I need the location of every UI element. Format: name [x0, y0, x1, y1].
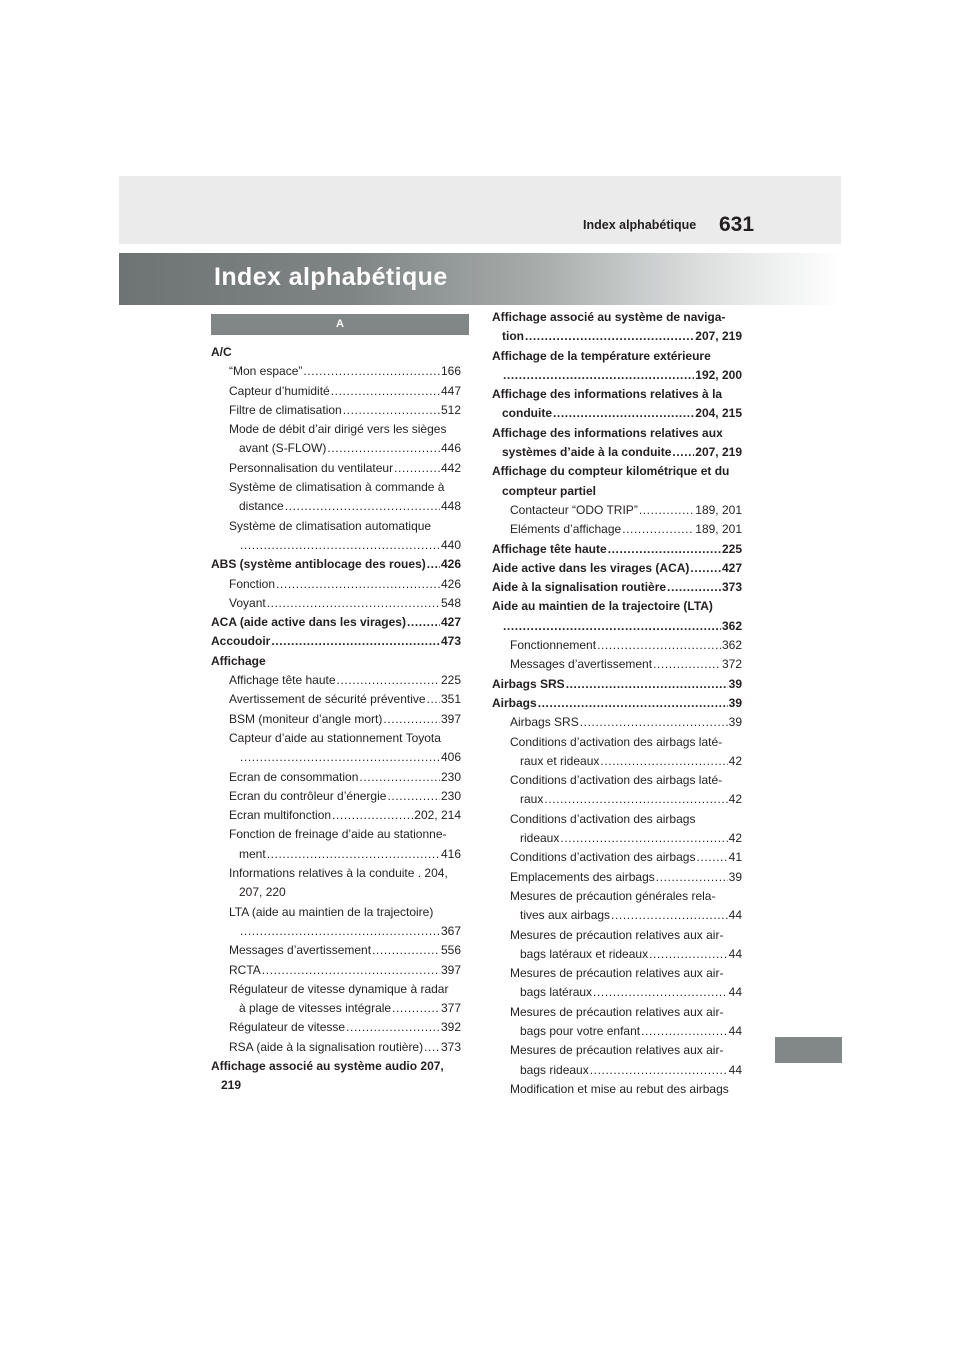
index-entry-page: 397: [440, 711, 461, 726]
index-entry-label: Messages d’avertissement: [229, 943, 372, 958]
index-entry: [211, 961, 461, 980]
index-text-line: Mode de débit d’air dirigé vers les sièges: [229, 422, 447, 437]
dot-leader: [407, 613, 440, 632]
index-entry-label: Ecran du contrôleur d’énergie: [229, 788, 387, 803]
index-entry: [492, 983, 742, 1002]
index-text-line: Mesures de précaution relatives aux air-: [510, 966, 724, 981]
index-entry: [492, 829, 742, 848]
index-text-line: Régulateur de vitesse dynamique à radar: [229, 981, 449, 996]
dot-leader: [424, 1038, 440, 1057]
dot-leader: [332, 806, 413, 825]
dot-leader: [538, 694, 728, 713]
dot-leader: [672, 443, 694, 462]
index-entry-page: 373: [440, 1039, 461, 1054]
index-entry-label: ABS (système antiblocage des roues): [211, 557, 426, 572]
dot-leader: [566, 675, 728, 694]
index-entry: [211, 536, 461, 555]
index-column-left: [211, 343, 461, 1096]
dot-leader: [580, 713, 728, 732]
index-entry-page: 351: [440, 692, 461, 707]
dot-leader: [327, 439, 440, 458]
index-entry-label: Fonction: [229, 576, 276, 591]
index-entry-page: 446: [440, 441, 461, 456]
index-column-right: [492, 308, 742, 1099]
index-entry-label: Airbags SRS: [492, 676, 565, 691]
dot-leader: [392, 999, 440, 1018]
index-entry: [492, 540, 742, 559]
index-entry: [211, 671, 461, 690]
index-text-line: Mesures de précaution relatives aux air-: [510, 927, 724, 942]
index-entry-label: Ecran de consommation: [229, 769, 359, 784]
index-entry: [492, 790, 742, 809]
index-entry-page: 39: [728, 695, 742, 710]
index-text-line: Conditions d’activation des airbags laté-: [510, 734, 723, 749]
index-entry-page: 426: [440, 576, 461, 591]
index-entry: [211, 922, 461, 941]
header-section-title: Index alphabétique: [583, 218, 697, 232]
index-entry-page: 392: [440, 1020, 461, 1035]
index-entry-page: 362: [721, 638, 742, 653]
index-entry: [211, 1038, 461, 1057]
dot-leader: [641, 1022, 728, 1041]
dot-leader: [667, 578, 721, 597]
index-entry-page: 41: [728, 850, 742, 865]
index-entry-page: 372: [721, 657, 742, 672]
index-entry-page: 440: [440, 537, 461, 552]
index-entry-page: 204, 215: [695, 406, 742, 421]
index-entry-page: 39: [728, 676, 742, 691]
index-entry: [492, 636, 742, 655]
index-entry-page: 416: [440, 846, 461, 861]
index-entry-label: Airbags SRS: [510, 715, 579, 730]
index-entry-page: 44: [728, 1023, 742, 1038]
index-entry-page: 39: [728, 869, 742, 884]
index-entry: [492, 404, 742, 423]
index-entry-label: distance: [239, 499, 284, 514]
index-entry-page: 42: [728, 831, 742, 846]
index-entry: [492, 752, 742, 771]
index-entry-label: Airbags: [492, 695, 537, 710]
index-text-line: Affichage des informations relatives à la: [492, 387, 723, 402]
index-entry-label: Contacteur “ODO TRIP”: [510, 502, 638, 517]
dot-leader: [343, 401, 440, 420]
index-entry-label: à plage de vitesses intégrale: [239, 1001, 392, 1016]
dot-leader: [276, 575, 440, 594]
index-entry-label: Eléments d’affichage: [510, 522, 622, 537]
index-text-line: LTA (aide au maintien de la trajectoire): [229, 904, 434, 919]
index-entry: [211, 1018, 461, 1037]
dot-leader: [611, 906, 728, 925]
index-entry: [492, 366, 742, 385]
dot-leader: [240, 536, 440, 555]
dot-leader: [337, 671, 440, 690]
index-entry-label: bags latéraux et rideaux: [520, 946, 649, 961]
index-text-line: Fonction de freinage d’aide au stationne-: [229, 827, 447, 842]
index-entry-page: 397: [440, 962, 461, 977]
index-text-line: Modification et mise au rebut des airbags: [510, 1081, 729, 1096]
index-entry: [492, 520, 742, 539]
dot-leader: [394, 459, 440, 478]
index-entry-page: 44: [728, 908, 742, 923]
index-entry: [211, 439, 461, 458]
index-text-line: Système de climatisation à commande à: [229, 480, 445, 495]
index-entry: [492, 713, 742, 732]
index-entry-label: Affichage tête haute: [492, 541, 607, 556]
dot-leader: [503, 617, 721, 636]
dot-leader: [622, 520, 694, 539]
index-entry-page: 427: [440, 615, 461, 630]
index-entry: [492, 675, 742, 694]
dot-leader: [590, 1061, 728, 1080]
index-entry-page: 377: [440, 1001, 461, 1016]
index-entry-label: systèmes d’aide à la conduite: [502, 445, 672, 460]
index-text-line: Affichage associé au système audio 207,: [211, 1058, 444, 1073]
dot-leader: [387, 787, 440, 806]
index-entry-label: conduite: [502, 406, 552, 421]
index-text-line: Système de climatisation automatique: [229, 518, 432, 533]
index-entry-label: Personnalisation du ventilateur: [229, 460, 394, 475]
index-text-line: Affichage: [211, 653, 266, 668]
index-entry-page: 548: [440, 595, 461, 610]
dot-leader: [303, 362, 440, 381]
index-text-line: Capteur d’aide au stationnement Toyota: [229, 730, 441, 745]
index-entry: [492, 1022, 742, 1041]
index-entry: [211, 555, 461, 574]
dot-leader: [427, 690, 440, 709]
index-entry: [211, 594, 461, 613]
index-entry-page: 42: [728, 753, 742, 768]
index-entry: [211, 382, 461, 401]
index-text-line: Mesures de précaution relatives aux air-: [510, 1043, 724, 1058]
index-entry: [492, 945, 742, 964]
index-entry: [492, 617, 742, 636]
dot-leader: [653, 655, 721, 674]
index-entry-page: 230: [440, 769, 461, 784]
index-entry-page: 207, 219: [695, 329, 742, 344]
index-entry-label: tion: [502, 329, 524, 344]
index-entry-page: 192, 200: [695, 367, 742, 382]
index-entry-label: RSA (aide à la signalisation routière): [229, 1039, 424, 1054]
index-entry: [492, 501, 742, 520]
dot-leader: [544, 790, 727, 809]
index-entry-page: 406: [440, 750, 461, 765]
index-text-line: Aide au maintien de la trajectoire (LTA): [492, 599, 713, 614]
index-entry: [211, 497, 461, 516]
dot-leader: [639, 501, 694, 520]
index-entry: [492, 559, 742, 578]
index-entry-label: Fonctionnement: [510, 638, 597, 653]
letter-heading: A: [211, 314, 469, 335]
dot-leader: [553, 404, 694, 423]
index-entry-label: Voyant: [229, 595, 266, 610]
index-entry-label: Capteur d’humidité: [229, 383, 330, 398]
index-text-line: Conditions d’activation des airbags: [510, 811, 696, 826]
dot-leader: [600, 752, 727, 771]
index-entry-page: 202, 214: [414, 808, 461, 823]
dot-leader: [608, 540, 721, 559]
index-entry-page: 426: [440, 557, 461, 572]
dot-leader: [331, 382, 440, 401]
index-entry-label: Emplacements des airbags: [510, 869, 655, 884]
index-text-line: Informations relatives à la conduite . 204,: [229, 866, 448, 881]
index-entry-label: Filtre de climatisation: [229, 402, 342, 417]
index-entry-page: 207, 219: [695, 445, 742, 460]
index-entry-page: 442: [440, 460, 461, 475]
dot-leader: [560, 829, 727, 848]
index-entry-label: bags latéraux: [520, 985, 593, 1000]
index-entry: [211, 575, 461, 594]
index-entry-label: Messages d’avertissement: [510, 657, 653, 672]
index-entry-page: 473: [440, 634, 461, 649]
index-entry: [211, 690, 461, 709]
index-entry-page: 39: [728, 715, 742, 730]
index-entry-label: Conditions d’activation des airbags: [510, 850, 696, 865]
dot-leader: [597, 636, 721, 655]
index-entry: [211, 362, 461, 381]
index-entry: [211, 401, 461, 420]
index-entry-label: Aide active dans les virages (ACA): [492, 560, 690, 575]
index-entry-page: 367: [440, 923, 461, 938]
index-entry-label: ment: [239, 846, 266, 861]
index-entry-page: 362: [721, 618, 742, 633]
dot-leader: [427, 555, 440, 574]
dot-leader: [271, 632, 440, 651]
page-number: 631: [719, 213, 755, 236]
index-entry: [492, 868, 742, 887]
dot-leader: [267, 845, 440, 864]
dot-leader: [503, 366, 694, 385]
index-entry-label: bags rideaux: [520, 1062, 589, 1077]
index-entry-label: Avertissement de sécurité préventive: [229, 692, 426, 707]
dot-leader: [359, 768, 440, 787]
index-entry: [211, 632, 461, 651]
index-entry-label: BSM (moniteur d’angle mort): [229, 711, 383, 726]
index-entry-label: “Mon espace”: [229, 364, 303, 379]
dot-leader: [262, 961, 440, 980]
index-entry-label: Accoudoir: [211, 634, 271, 649]
dot-leader: [593, 983, 728, 1002]
index-entry-label: rideaux: [520, 831, 560, 846]
index-entry-page: 44: [728, 946, 742, 961]
index-entry-page: 556: [440, 943, 461, 958]
dot-leader: [346, 1018, 440, 1037]
dot-leader: [240, 748, 440, 767]
index-entry: [211, 768, 461, 787]
index-text-line: compteur partiel: [502, 483, 597, 498]
index-entry-page: 373: [721, 580, 742, 595]
index-entry-page: 447: [440, 383, 461, 398]
index-entry-label: Aide à la signalisation routière: [492, 580, 667, 595]
index-entry-page: 44: [728, 1062, 742, 1077]
index-entry: [492, 1061, 742, 1080]
index-entry-label: RCTA: [229, 962, 261, 977]
index-text-line: Affichage de la température extérieure: [492, 348, 711, 363]
index-entry: [211, 613, 461, 632]
index-entry-label: Ecran multifonction: [229, 808, 332, 823]
index-entry-page: 448: [440, 499, 461, 514]
dot-leader: [383, 710, 440, 729]
index-entry: [211, 710, 461, 729]
index-entry: [492, 327, 742, 346]
index-entry: [211, 459, 461, 478]
index-entry-page: 44: [728, 985, 742, 1000]
index-entry: [492, 443, 742, 462]
index-text-line: A/C: [211, 345, 232, 359]
index-text-line: Conditions d’activation des airbags laté-: [510, 773, 723, 788]
page-title: Index alphabétique: [214, 263, 448, 291]
index-entry-label: raux et rideaux: [520, 753, 600, 768]
dot-leader: [267, 594, 440, 613]
index-entry-label: raux: [520, 792, 544, 807]
index-text-line: Affichage associé au système de naviga-: [492, 310, 726, 324]
index-entry-label: bags pour votre enfant: [520, 1023, 641, 1038]
index-entry: [211, 806, 461, 825]
index-entry-page: 512: [440, 402, 461, 417]
index-entry-page: 225: [440, 673, 461, 688]
dot-leader: [240, 922, 440, 941]
dot-leader: [525, 327, 694, 346]
index-entry-page: 427: [721, 560, 742, 575]
index-text-line: 219: [221, 1078, 242, 1093]
index-entry-page: 166: [440, 364, 461, 379]
dot-leader: [696, 848, 727, 867]
dot-leader: [656, 868, 728, 887]
index-entry-label: avant (S-FLOW): [239, 441, 327, 456]
index-entry: [211, 845, 461, 864]
index-entry: [211, 787, 461, 806]
index-entry: [492, 848, 742, 867]
dot-leader: [649, 945, 728, 964]
index-entry: [492, 578, 742, 597]
index-entry-page: 42: [728, 792, 742, 807]
index-entry: [211, 748, 461, 767]
index-entry-page: 225: [721, 541, 742, 556]
index-text-line: Affichage des informations relatives aux: [492, 425, 723, 440]
index-entry-label: Affichage tête haute: [229, 673, 336, 688]
index-entry-label: tives aux airbags: [520, 908, 611, 923]
index-entry: [492, 906, 742, 925]
index-text-line: Mesures de précaution générales rela-: [510, 888, 716, 903]
index-entry: [211, 941, 461, 960]
index-entry: [211, 999, 461, 1018]
index-text-line: Affichage du compteur kilométrique et du: [492, 464, 730, 479]
index-entry-page: 230: [440, 788, 461, 803]
index-text-line: Mesures de précaution relatives aux air-: [510, 1004, 724, 1019]
index-entry-page: 189, 201: [695, 502, 742, 517]
index-entry-page: 189, 201: [695, 522, 742, 537]
index-entry: [492, 655, 742, 674]
index-entry: [492, 694, 742, 713]
index-entry-label: Régulateur de vitesse: [229, 1020, 346, 1035]
index-side-tab[interactable]: [775, 1037, 842, 1063]
dot-leader: [372, 941, 440, 960]
dot-leader: [285, 497, 440, 516]
dot-leader: [690, 559, 721, 578]
index-entry-label: ACA (aide active dans les virages): [211, 615, 406, 630]
index-text-line: 207, 220: [239, 885, 286, 900]
